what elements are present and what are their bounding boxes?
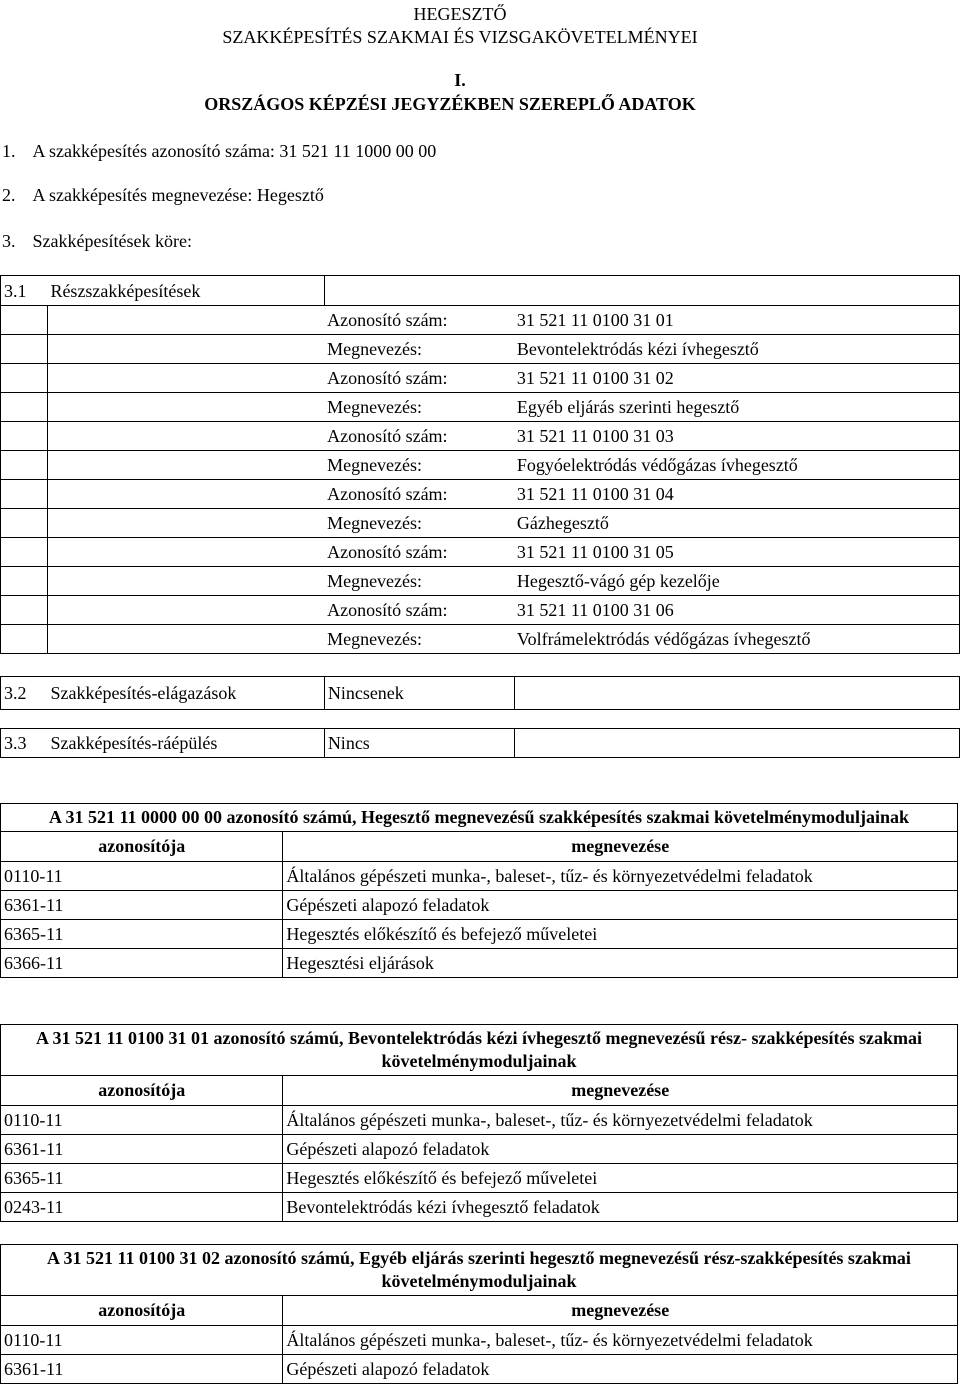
module-name: Gépészeti alapozó feladatok: [283, 1135, 958, 1164]
partial-id-row: [1, 480, 960, 509]
section-number: 3.3: [1, 729, 48, 758]
empty-cell: [47, 480, 324, 509]
empty-cell: [47, 306, 324, 335]
module-table: [0, 1024, 958, 1222]
empty-cell: [514, 729, 959, 758]
empty-cell: [1, 625, 48, 654]
doc-title: HEGESZTŐ: [413, 4, 507, 24]
empty-cell: [514, 677, 959, 710]
table-row: [1, 920, 958, 949]
empty-cell: [324, 276, 514, 306]
partial-id-row: [1, 306, 960, 335]
item-number: 2.: [2, 185, 16, 205]
partial-id-value: 31 521 11 0100 31 02: [514, 364, 960, 393]
section-roman: I.: [454, 70, 466, 90]
module-name: Hegesztés előkészítő és befejező műveletei: [283, 1164, 958, 1193]
table-row: [1, 862, 958, 891]
column-header-id: azonosítója: [1, 1296, 283, 1326]
partial-name-value: Bevontelektródás kézi ívhegesztő: [514, 335, 960, 364]
name-label: Megnevezés:: [324, 335, 514, 364]
doc-subtitle: SZAKKÉPESÍTÉS SZAKMAI ÉS VIZSGAKÖVETELMÉNYEI: [222, 27, 698, 47]
partial-name-value: Fogyóelektródás védőgázas ívhegesztő: [514, 451, 960, 480]
empty-cell: [47, 625, 324, 654]
module-name: Általános gépészeti munka-, baleset-, tűz- és környezetvédelmi feladatok: [283, 1106, 958, 1135]
partial-id-row: [1, 364, 960, 393]
empty-cell: [1, 567, 48, 596]
empty-cell: [47, 422, 324, 451]
builds-table: [0, 728, 960, 758]
partial-name-row: [1, 451, 960, 480]
partial-name-row: [1, 335, 960, 364]
module-table-title: A 31 521 11 0100 31 02 azonosító számú, Egyéb eljárás szerinti hegesztő megnevezésű rész-szakképesítés szakmai követelménymoduljainak: [1, 1245, 958, 1296]
empty-cell: [1, 596, 48, 625]
partial-id-value: 31 521 11 0100 31 01: [514, 306, 960, 335]
id-label: Azonosító szám:: [324, 364, 514, 393]
partial-id-value: 31 521 11 0100 31 04: [514, 480, 960, 509]
table-row: [1, 1106, 958, 1135]
module-id: 6361-11: [1, 1355, 283, 1384]
empty-cell: [47, 509, 324, 538]
table-row: [1, 1326, 958, 1355]
empty-cell: [47, 451, 324, 480]
module-id: 0110-11: [1, 862, 283, 891]
module-id: 6361-11: [1, 891, 283, 920]
partial-name-row: [1, 509, 960, 538]
id-label: Azonosító szám:: [324, 480, 514, 509]
module-name: Bevontelektródás kézi ívhegesztő feladatok: [283, 1193, 958, 1222]
empty-cell: [47, 538, 324, 567]
empty-cell: [1, 451, 48, 480]
section-label: Szakképesítés-ráépülés: [47, 729, 324, 758]
name-label: Megnevezés:: [324, 625, 514, 654]
module-table-title: A 31 521 11 0100 31 01 azonosító számú, Bevontelektródás kézi ívhegesztő megnevezésű rész- szakképesítés szakmai követelménymoduljainak: [1, 1025, 958, 1076]
section-number: 3.2: [1, 677, 48, 710]
id-label: Azonosító szám:: [324, 306, 514, 335]
module-table: [0, 1244, 958, 1384]
module-id: 6366-11: [1, 949, 283, 978]
column-header-name: megnevezése: [283, 832, 958, 862]
module-name: Általános gépészeti munka-, baleset-, tűz- és környezetvédelmi feladatok: [283, 1326, 958, 1355]
id-label: Azonosító szám:: [324, 596, 514, 625]
empty-cell: [47, 567, 324, 596]
partial-id-value: 31 521 11 0100 31 03: [514, 422, 960, 451]
column-header-id: azonosítója: [1, 832, 283, 862]
partial-name-value: Volfrámelektródás védőgázas ívhegesztő: [514, 625, 960, 654]
column-header-id: azonosítója: [1, 1076, 283, 1106]
empty-cell: [514, 276, 960, 306]
item-text: Szakképesítések köre:: [32, 231, 192, 251]
table-row: [1, 1135, 958, 1164]
partial-name-value: Egyéb eljárás szerinti hegesztő: [514, 393, 960, 422]
empty-cell: [1, 335, 48, 364]
section-value: Nincsenek: [324, 677, 514, 710]
module-table: [0, 803, 958, 978]
partial-name-row: [1, 567, 960, 596]
branches-table: [0, 676, 960, 710]
partial-name-value: Hegesztő-vágó gép kezelője: [514, 567, 960, 596]
partial-id-value: 31 521 11 0100 31 06: [514, 596, 960, 625]
name-label: Megnevezés:: [324, 509, 514, 538]
module-id: 6361-11: [1, 1135, 283, 1164]
list-item: [2, 185, 324, 206]
empty-cell: [47, 364, 324, 393]
table-row: [1, 891, 958, 920]
module-name: Hegesztési eljárások: [283, 949, 958, 978]
module-table-title: A 31 521 11 0000 00 00 azonosító számú, Hegesztő megnevezésű szakképesítés szakmai követelménymoduljainak: [1, 804, 958, 832]
table-row: [1, 1164, 958, 1193]
module-name: Gépészeti alapozó feladatok: [283, 891, 958, 920]
module-id: 0243-11: [1, 1193, 283, 1222]
table-row: [1, 949, 958, 978]
module-id: 0110-11: [1, 1326, 283, 1355]
partial-id-row: [1, 596, 960, 625]
partial-id-row: [1, 538, 960, 567]
id-label: Azonosító szám:: [324, 538, 514, 567]
partial-qualifications-table: [0, 275, 960, 654]
empty-cell: [1, 538, 48, 567]
column-header-name: megnevezése: [283, 1076, 958, 1106]
name-label: Megnevezés:: [324, 451, 514, 480]
module-id: 6365-11: [1, 1164, 283, 1193]
partial-name-row: [1, 393, 960, 422]
empty-cell: [1, 480, 48, 509]
module-name: Hegesztés előkészítő és befejező műveletei: [283, 920, 958, 949]
empty-cell: [1, 393, 48, 422]
partial-id-value: 31 521 11 0100 31 05: [514, 538, 960, 567]
partial-name-value: Gázhegesztő: [514, 509, 960, 538]
empty-cell: [1, 306, 48, 335]
module-id: 6365-11: [1, 920, 283, 949]
table-row: [1, 1355, 958, 1384]
column-header-name: megnevezése: [283, 1296, 958, 1326]
module-id: 0110-11: [1, 1106, 283, 1135]
section-label: Szakképesítés-elágazások: [47, 677, 324, 710]
item-number: 1.: [2, 141, 16, 161]
section-title: ORSZÁGOS KÉPZÉSI JEGYZÉKBEN SZEREPLŐ ADATOK: [204, 94, 696, 114]
section-value: Nincs: [324, 729, 514, 758]
empty-cell: [47, 596, 324, 625]
name-label: Megnevezés:: [324, 393, 514, 422]
id-label: Azonosító szám:: [324, 422, 514, 451]
section-label: Részszakképesítések: [47, 276, 324, 306]
list-item: [2, 141, 436, 162]
empty-cell: [1, 422, 48, 451]
section-number: 3.1: [1, 276, 48, 306]
empty-cell: [1, 364, 48, 393]
name-label: Megnevezés:: [324, 567, 514, 596]
item-text: A szakképesítés megnevezése: Hegesztő: [32, 185, 324, 205]
module-name: Gépészeti alapozó feladatok: [283, 1355, 958, 1384]
table-row: [1, 1193, 958, 1222]
empty-cell: [47, 393, 324, 422]
module-name: Általános gépészeti munka-, baleset-, tűz- és környezetvédelmi feladatok: [283, 862, 958, 891]
item-number: 3.: [2, 231, 16, 251]
empty-cell: [1, 509, 48, 538]
partial-id-row: [1, 422, 960, 451]
empty-cell: [47, 335, 324, 364]
list-item: [2, 231, 192, 252]
item-text: A szakképesítés azonosító száma: 31 521 11 1000 00 00: [32, 141, 437, 161]
partial-name-row: [1, 625, 960, 654]
